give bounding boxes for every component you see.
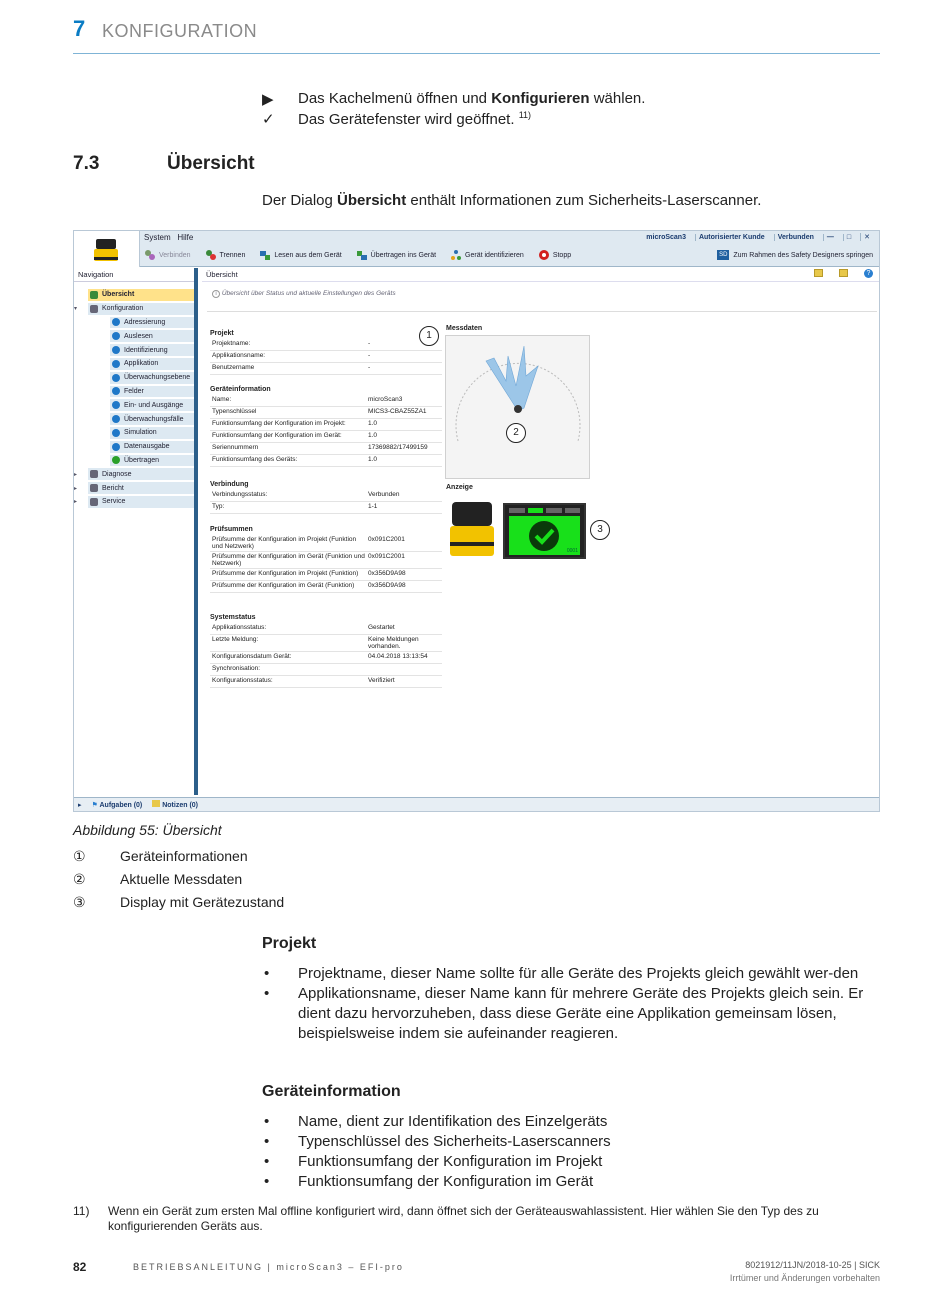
display-leds [509,508,580,513]
info-row [210,623,442,635]
group-title: Systemstatus [210,614,256,621]
legend-item [73,848,573,871]
info-row [210,569,442,581]
header-divider [73,53,880,54]
main-header: Übersicht [202,268,879,282]
nav-item-label: Service [102,498,126,506]
nav-header: Navigation [74,268,194,282]
info-group [210,526,442,593]
nav-item[interactable] [74,412,194,426]
menu-system[interactable]: System [144,233,171,242]
section-icon [90,305,98,313]
title-toolbar [74,231,879,267]
software-screenshot [73,230,880,812]
nav-item[interactable] [74,288,194,302]
group-title: Projekt [210,330,234,337]
device-display [503,503,586,559]
intro-bold: Übersicht [337,192,407,209]
intro-text: Der Dialog [262,192,338,209]
info-group [210,481,442,514]
info-group [210,614,442,688]
step-icon [112,429,120,437]
info-row [210,676,442,688]
nav-indent: ▸ [74,499,78,506]
legend-item [73,894,573,917]
info-key: Typenschlüssel [212,408,257,415]
minimize-button[interactable]: — [823,234,837,241]
info-value: 1-1 [368,503,378,510]
info-key: Funktionsumfang der Konfiguration im Projekt: [212,420,346,427]
messdaten-label: Messdaten [446,325,483,332]
legend-item [73,871,573,894]
info-key: Funktionsumfang der Konfiguration im Gerät: [212,432,342,439]
step-icon [112,443,120,451]
info-value: 0x091C2001 [368,536,405,543]
info-key: Applikationsstatus: [212,624,267,631]
info-value: 1.0 [368,420,378,427]
info-row [210,502,442,514]
nav-item[interactable] [74,398,194,412]
read-icon [259,249,271,261]
info-key: Projektname: [212,340,251,347]
subtitle-divider [207,311,877,312]
info-value: 0x356D9A98 [368,582,406,589]
subtitle-text: Übersicht über Status und aktuelle Einstellungen des Geräts [221,290,396,297]
nav-item-label: Auslesen [124,332,153,340]
nav-item-label: Applikation [124,360,159,368]
section-icon [90,291,98,299]
tasks-label: Aufgaben (0) [99,801,143,809]
info-group [210,330,442,375]
info-key: Letzte Meldung: [212,636,259,643]
transfer-to-device-button[interactable] [356,249,436,261]
info-group [210,386,442,467]
info-row [210,581,442,593]
info-row [210,443,442,455]
section-icon [90,484,98,492]
info-row [210,535,442,552]
callout-2: 2 [506,423,526,443]
info-value: Gestartet [368,624,395,631]
info-row [210,351,442,363]
expand-icon[interactable]: ▸ [78,801,82,809]
callout-3: 3 [590,520,610,540]
nav-item[interactable] [74,454,194,468]
section-title: Übersicht [167,153,255,174]
nav-item[interactable] [74,481,194,495]
nav-item-label: Übertragen [124,456,160,464]
overview-pane [202,268,879,795]
read-from-device-button[interactable] [259,249,341,261]
info-icon: i [212,290,220,298]
nav-item[interactable] [74,343,194,357]
display-screen [509,516,580,555]
info-key: Name: [212,396,232,403]
step-icon [112,360,120,368]
nav-item-label: Bericht [102,484,124,492]
intro-text-after: enthält Informationen zum Sicherheits-Laserscanner. [406,192,762,209]
nav-item-label: Diagnose [102,470,132,478]
nav-tree [74,288,194,509]
info-key: Prüfsumme der Konfiguration im Gerät (Funktion) [212,582,355,589]
info-key: Konfigurationsstatus: [212,677,273,684]
step-marker: ▶ [262,91,274,108]
close-button[interactable]: ✕ [860,233,873,241]
legend-marker: ① [73,848,86,864]
step-text-after: wählen. [589,90,646,107]
info-row [210,395,442,407]
legend-marker: ② [73,871,86,887]
page-number: 82 [73,1260,87,1274]
info-value: - [368,352,371,359]
info-key: Synchronisation: [212,665,261,672]
info-row [210,490,442,502]
nav-item-label: Übersicht [102,291,135,299]
disconnect-label: Trennen [219,251,246,259]
geraeteinformation-list [262,1112,882,1192]
menu-hilfe[interactable]: Hilfe [177,233,194,242]
info-key: Seriennummern [212,444,259,451]
stop-label: Stopp [552,251,572,259]
list-item: • Typenschlüssel des Sicherheits-Laserscanners [262,1132,882,1152]
chapter-number: 7 [73,16,86,41]
list-item: • Funktionsumfang der Konfiguration im Projekt [262,1152,882,1172]
disconnect-icon [205,249,217,261]
section-number: 7.3 [73,153,100,174]
read-label: Lesen aus dem Gerät [274,251,342,259]
jump-to-frame-button[interactable] [717,250,873,260]
info-row [210,552,442,569]
info-value: - [368,340,371,347]
transfer-icon [356,249,368,261]
stop-icon [538,249,550,261]
document-code: 8021912/11JN/2018-10-25 | SICK [745,1260,880,1270]
legend-text: Geräteinformationen [120,848,248,864]
info-row [210,664,442,676]
nav-indent: ▸ [74,471,78,478]
nav-item-label: Konfiguration [102,305,144,313]
transfer-label: Übertragen ins Gerät [370,251,437,259]
scanner-image [446,498,498,567]
step-icon [112,374,120,382]
info-value: MICS3-CBAZ55ZA1 [368,408,427,415]
info-row [210,363,442,375]
info-row [210,455,442,467]
section-icon [90,498,98,506]
info-row [210,339,442,351]
title-status [643,233,873,241]
jump-label: Zum Rahmen des Safety Designers springen [733,251,873,259]
nav-item-label: Simulation [124,429,157,437]
info-row [210,407,442,419]
list-item: • Name, dient zur Identifikation des Einzelgeräts [262,1112,882,1132]
legend-text: Display mit Gerätezustand [120,894,285,910]
nav-item[interactable] [74,371,194,385]
nav-item[interactable] [74,316,194,330]
connection-state: Verbunden [774,234,817,241]
section-intro [262,192,761,209]
footnote-ref[interactable]: 11) [518,110,532,120]
identify-label: Gerät identifizieren [465,251,524,259]
group-title: Verbindung [210,481,249,488]
tasks-tab[interactable] [92,801,143,809]
info-value: Keine Meldungen vorhanden. [368,636,419,650]
info-row [210,431,442,443]
legend-text: Aktuelle Messdaten [120,871,243,887]
nav-item-label: Überwachungsebene [124,374,191,382]
nav-item[interactable] [74,302,194,316]
header-icons [814,269,873,278]
info-key: Konfigurationsdatum Gerät: [212,653,292,660]
step-bold: Konfigurieren [491,90,590,107]
projekt-heading: Projekt [262,935,317,952]
notes-tab[interactable] [152,800,198,809]
nav-item[interactable] [74,329,194,343]
info-key: Benutzername [212,364,255,371]
display-code: 0001 [566,548,578,554]
device-name: microScan3 [646,233,686,241]
navigation-pane [74,268,198,795]
info-value: Verifiziert [368,677,395,684]
info-value: 17369882/17499159 [368,444,428,451]
nav-item[interactable] [74,495,194,509]
nav-item[interactable] [74,467,194,481]
group-title: Geräteinformation [210,386,271,393]
nav-item-label: Identifizierung [124,346,168,354]
flag-icon: ⚑ [91,801,98,809]
nav-item[interactable] [74,385,194,399]
legend-marker: ③ [73,894,86,910]
callout-1: 1 [419,326,439,346]
nav-item-background [110,386,194,398]
info-row [210,652,442,664]
disconnect-button[interactable] [205,249,246,261]
list-item: • Applikationsname, dieser Name kann für mehrere Geräte des Projekts gleich sein. Er dient dazu hervorzuheben, dass diese Geräte eine Applikation gemeinsam lösen, beispielsweise indem sie aufeinander reagieren. [262,984,882,1044]
section-icon [90,470,98,478]
nav-item-label: Ein- und Ausgänge [124,401,184,409]
nav-indent: ▾ [74,306,78,313]
connect-icon [144,249,156,261]
note-icon[interactable] [814,269,823,277]
nav-item-label: Datenausgabe [124,443,170,451]
nav-item-label: Überwachungsfälle [124,415,184,423]
nav-indent: ▸ [74,485,78,492]
nav-item[interactable] [74,440,194,454]
footnote-text: Wenn ein Gerät zum ersten Mal offline konfiguriert wird, dann öffnet sich der Geräteauswahlassistent. Hier wählen Sie den Typ des zu konfigurierenden Geräts aus. [108,1204,819,1233]
disclaimer: Irrtümer und Änderungen vorbehalten [729,1273,880,1283]
list-item: • Funktionsumfang der Konfiguration im Gerät [262,1172,882,1192]
step-text: Das Kachelmenü öffnen und [298,90,492,107]
list-item: • Projektname, dieser Name sollte für alle Geräte des Projekts gleich gewählt wer-den [262,964,882,984]
info-key: Typ: [212,503,225,510]
nav-item[interactable] [74,426,194,440]
info-value: - [368,364,371,371]
info-value: Verbunden [368,491,400,498]
device-logo [74,231,140,267]
footnote-ref-label: 11) [73,1204,90,1218]
info-key: Prüfsumme der Konfiguration im Projekt (Funktion und Netzwerk) [212,536,357,550]
nav-item-label: Adressierung [124,318,166,326]
identify-device-button[interactable] [450,249,524,261]
check-icon: ✓ [262,111,275,128]
nav-item-label: Felder [124,387,144,395]
info-value: 1.0 [368,432,378,439]
user-level[interactable]: Autorisierter Kunde [695,234,768,241]
safety-designer-icon: SD [719,252,728,258]
info-key: Prüfsumme der Konfiguration im Gerät (Funktion und Netzwerk) [212,553,365,567]
maximize-button[interactable]: □ [843,234,854,241]
info-key: Verbindungsstatus: [212,491,268,498]
info-value: microScan3 [368,396,403,403]
toolbar [144,249,571,261]
info-row [210,419,442,431]
geraeteinformation-heading: Geräteinformation [262,1083,401,1100]
measurement-view [445,335,590,479]
figure-legend [73,848,573,917]
document-title: BETRIEBSANLEITUNG | microScan3 – EFI-pro [133,1262,404,1272]
info-value: 0x091C2001 [368,553,405,560]
info-value: 1.0 [368,456,378,463]
group-title: Prüfsummen [210,526,253,533]
menu-bar [144,233,193,242]
info-key: Applikationsname: [212,352,266,359]
info-key: Funktionsumfang des Geräts: [212,456,298,463]
main-subtitle [212,290,396,298]
note-icon [152,800,160,807]
anzeige-label: Anzeige [446,484,473,491]
connect-label: Verbinden [159,251,191,259]
help-icon[interactable]: ? [864,269,873,278]
connect-button[interactable] [144,249,191,261]
step-icon [112,415,120,423]
info-row [210,635,442,652]
nav-item[interactable] [74,357,194,371]
info-value: 0x356D9A98 [368,570,406,577]
chapter-title: KONFIGURATION [102,21,258,41]
identify-icon [450,249,462,261]
figure-caption: Abbildung 55: Übersicht [73,822,222,838]
projekt-list [262,964,882,1044]
stop-button[interactable] [538,249,571,261]
status-bar [74,797,879,811]
notes-label: Notizen (0) [162,802,198,809]
step-text: Das Gerätefenster wird geöffnet. [298,111,515,128]
info-value: 04.04.2018 13:13:54 [368,653,428,660]
note-add-icon[interactable] [839,269,848,277]
info-key: Prüfsumme der Konfiguration im Projekt (Funktion) [212,570,359,577]
